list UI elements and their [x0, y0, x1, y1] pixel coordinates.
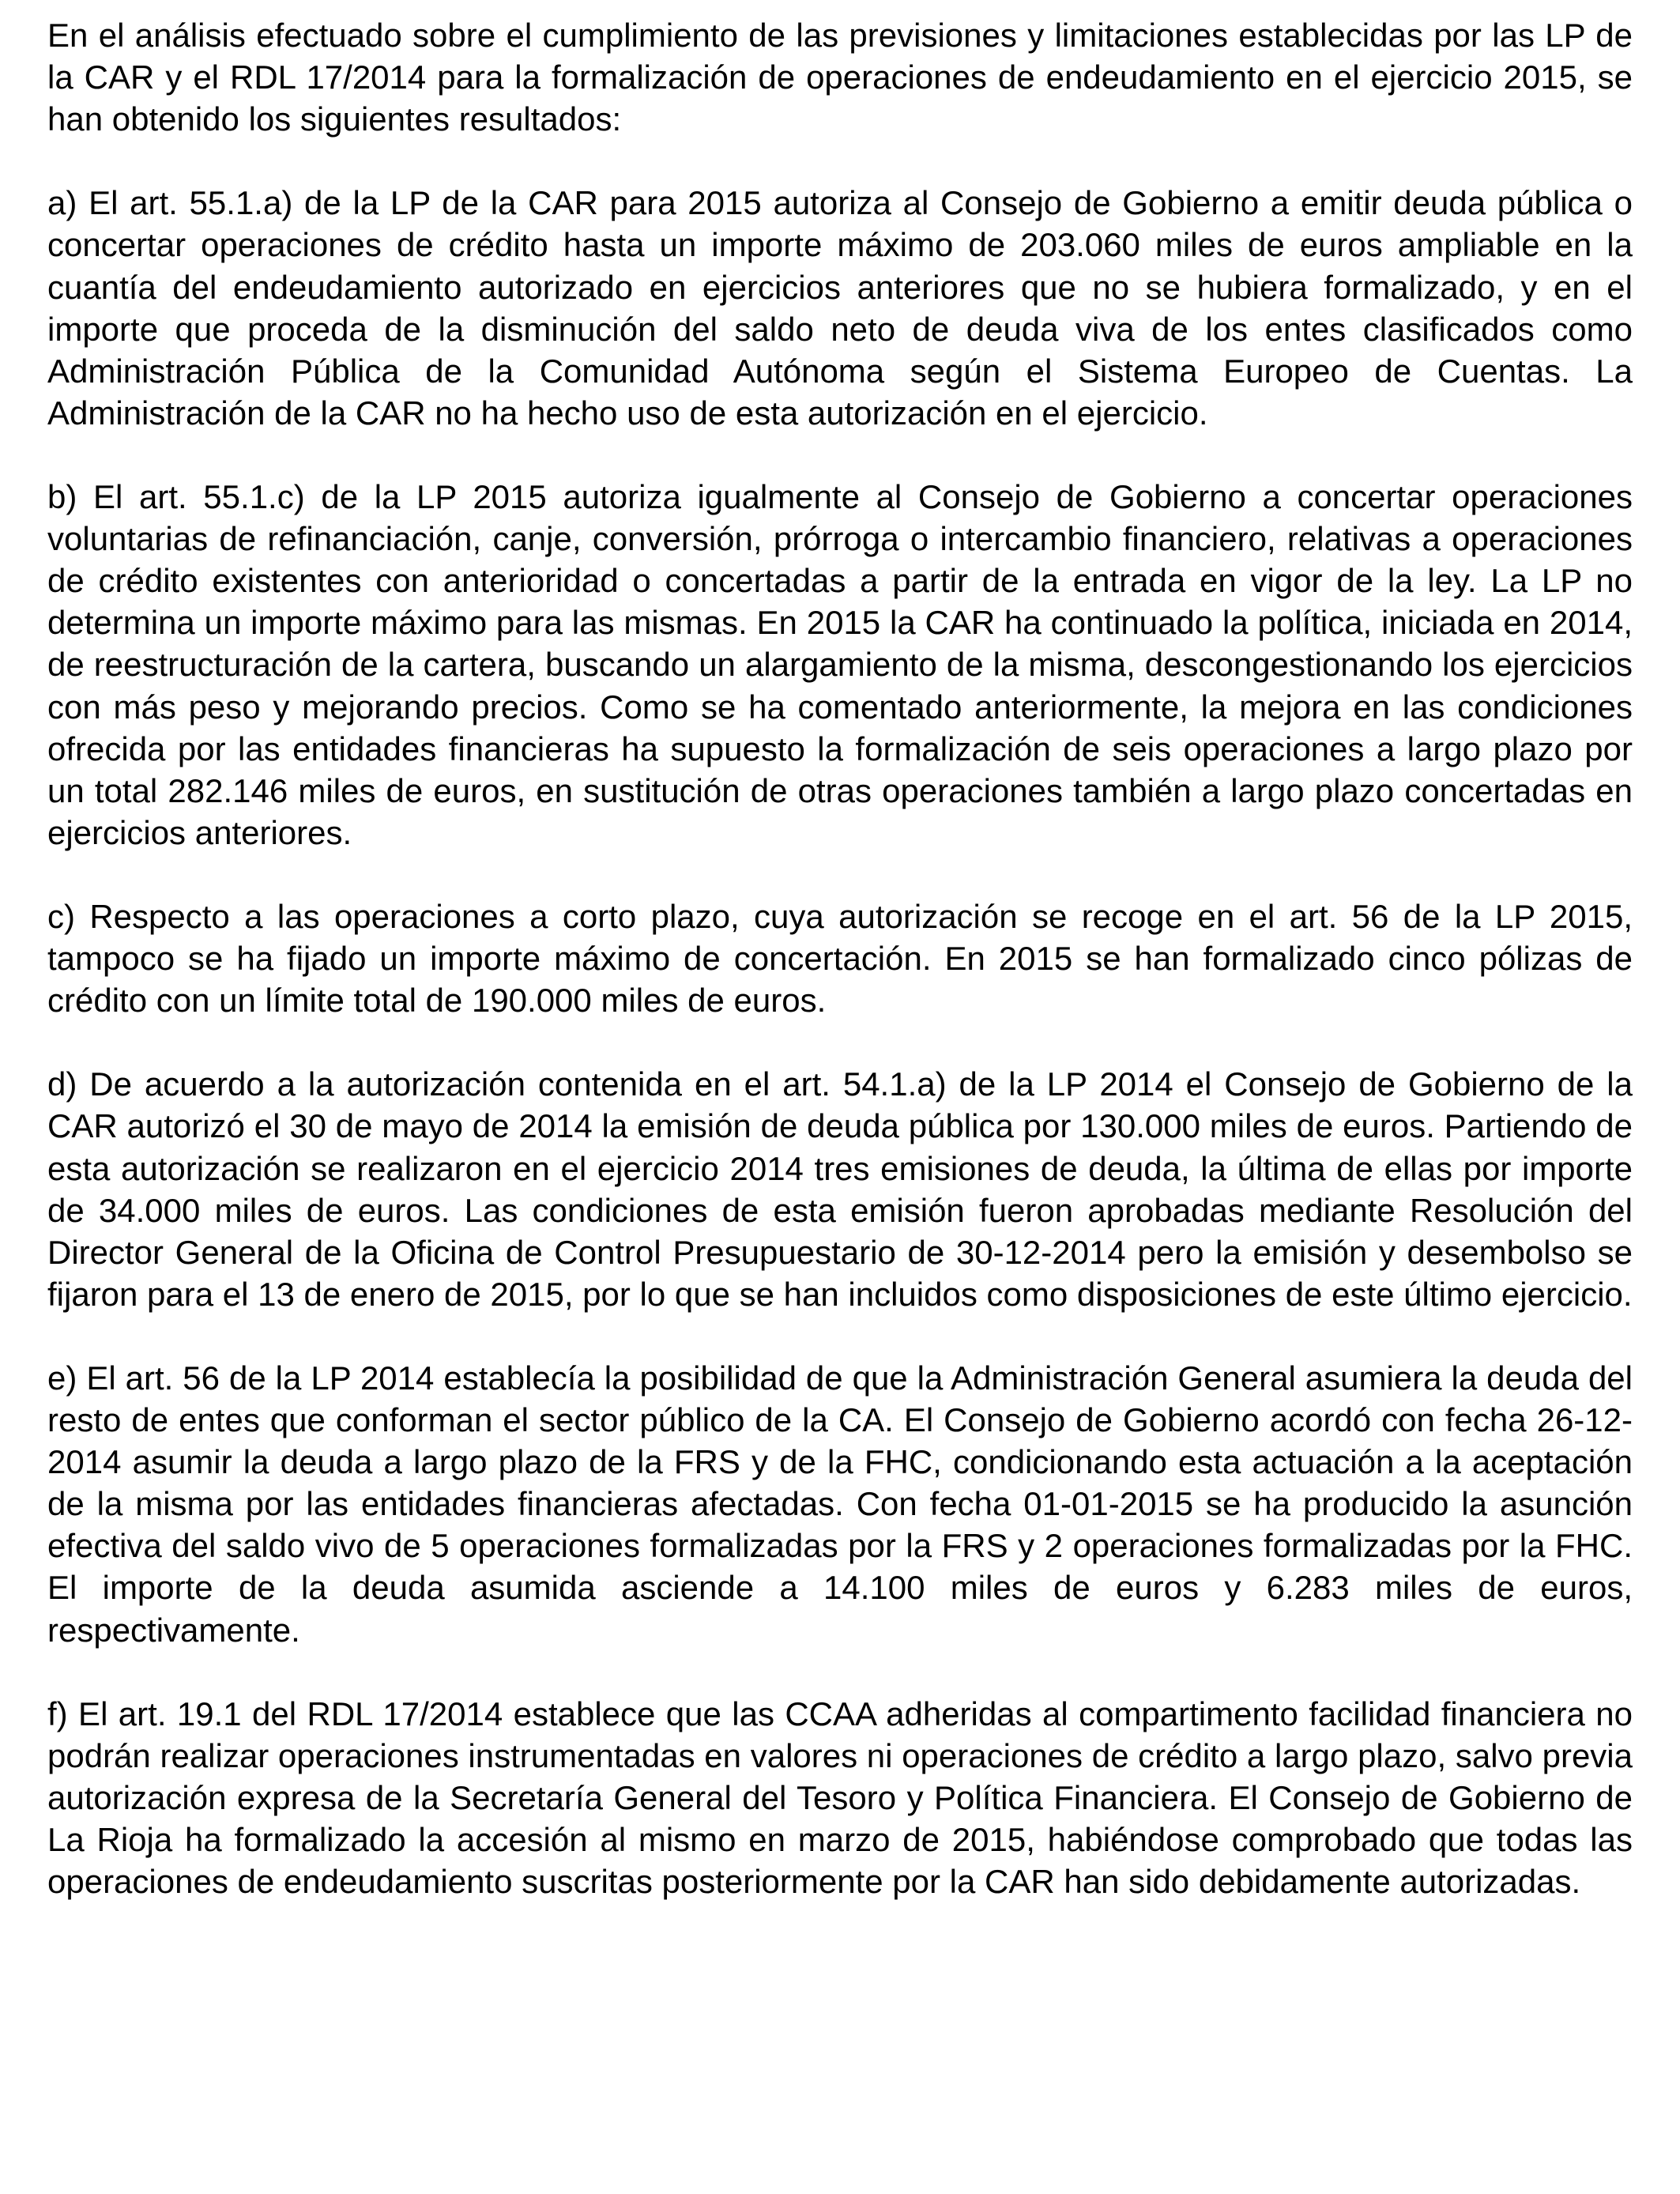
intro-paragraph: En el análisis efectuado sobre el cumplimiento de las previsiones y limitaciones establecidas por las LP de la CAR y el RDL 17/2014 para la formalización de operaciones de endeudamiento en el ejercicio 2015, se han obtenido los siguientes resultados: [47, 17, 1633, 138]
paragraph-c: c) Respecto a las operaciones a corto plazo, cuya autorización se recoge en el art. 56 de la LP 2015, tampoco se ha fijado un importe máximo de concertación. En 2015 se han formalizado cinco pólizas de crédito con un límite total de 190.000 miles de euros. [47, 897, 1633, 1020]
paragraph-d: d) De acuerdo a la autorización contenida en el art. 54.1.a) de la LP 2014 el Consejo de Gobierno de la CAR autorizó el 30 de mayo de 2014 la emisión de deuda pública por 130.000 miles de euros. Partiendo de esta autorización se realizaron en el ejercicio 2014 tres emisiones de deuda, la última de ellas por importe de 34.000 miles de euros. Las condiciones de esta emisión fueron aprobadas mediante Resolución del Director General de la Oficina de Control Presupuestario de 30-12-2014 pero la emisión y desembolso se fijaron para el 13 de enero de 2015, por lo que se han incluidos como disposiciones de este último ejercicio. [47, 1065, 1633, 1313]
document-page [47, 14, 1633, 1944]
paragraph-f: f) El art. 19.1 del RDL 17/2014 establece que las CCAA adheridas al compartimento facilidad financiera no podrán realizar operaciones instrumentadas en valores ni operaciones de crédito a largo plazo, salvo previa autorización expresa de la Secretaría General del Tesoro y Política Financiera. El Consejo de Gobierno de La Rioja ha formalizado la accesión al mismo en marzo de 2015, habiéndose comprobado que todas las operaciones de endeudamiento suscritas posteriormente por la CAR han sido debidamente autorizadas. [47, 1695, 1633, 1901]
paragraph-e: e) El art. 56 de la LP 2014 establecía la posibilidad de que la Administración General asumiera la deuda del resto de entes que conforman el sector público de la CA. El Consejo de Gobierno acordó con fecha 26-12-2014 asumir la deuda a largo plazo de la FRS y de la FHC, condicionando esta actuación a la aceptación de la misma por las entidades financieras afectadas. Con fecha 01-01-2015 se ha producido la asunción efectiva del saldo vivo de 5 operaciones formalizadas por la FRS y 2 operaciones formalizadas por la FHC. El importe de la deuda asumida asciende a 14.100 miles de euros y 6.283 miles de euros, respectivamente. [47, 1359, 1633, 1649]
paragraph-b: b) El art. 55.1.c) de la LP 2015 autoriza igualmente al Consejo de Gobierno a concertar operaciones voluntarias de refinanciación, canje, conversión, prórroga o intercambio financiero, relativas a operaciones de crédito existentes con anterioridad o concertadas a partir de la entrada en vigor de la ley. La LP no determina un importe máximo para las mismas. En 2015 la CAR ha continuado la política, iniciada en 2014, de reestructuración de la cartera, buscando un alargamiento de la misma, descongestionando los ejercicios con más peso y mejorando precios. Como se ha comentado anteriormente, la mejora en las condiciones ofrecida por las entidades financieras ha supuesto la formalización de seis operaciones a largo plazo por un total 282.146 miles de euros, en sustitución de otras operaciones también a largo plazo concertadas en ejercicios anteriores. [47, 478, 1633, 851]
paragraph-a: a) El art. 55.1.a) de la LP de la CAR para 2015 autoriza al Consejo de Gobierno a emitir deuda pública o concertar operaciones de crédito hasta un importe máximo de 203.060 miles de euros ampliable en la cuantía del endeudamiento autorizado en ejercicios anteriores que no se hubiera formalizado, y en el importe que proceda de la disminución del saldo neto de deuda viva de los entes clasificados como Administración Pública de la Comunidad Autónoma según el Sistema Europeo de Cuentas. La Administración de la CAR no ha hecho uso de esta autorización en el ejercicio. [47, 184, 1633, 432]
